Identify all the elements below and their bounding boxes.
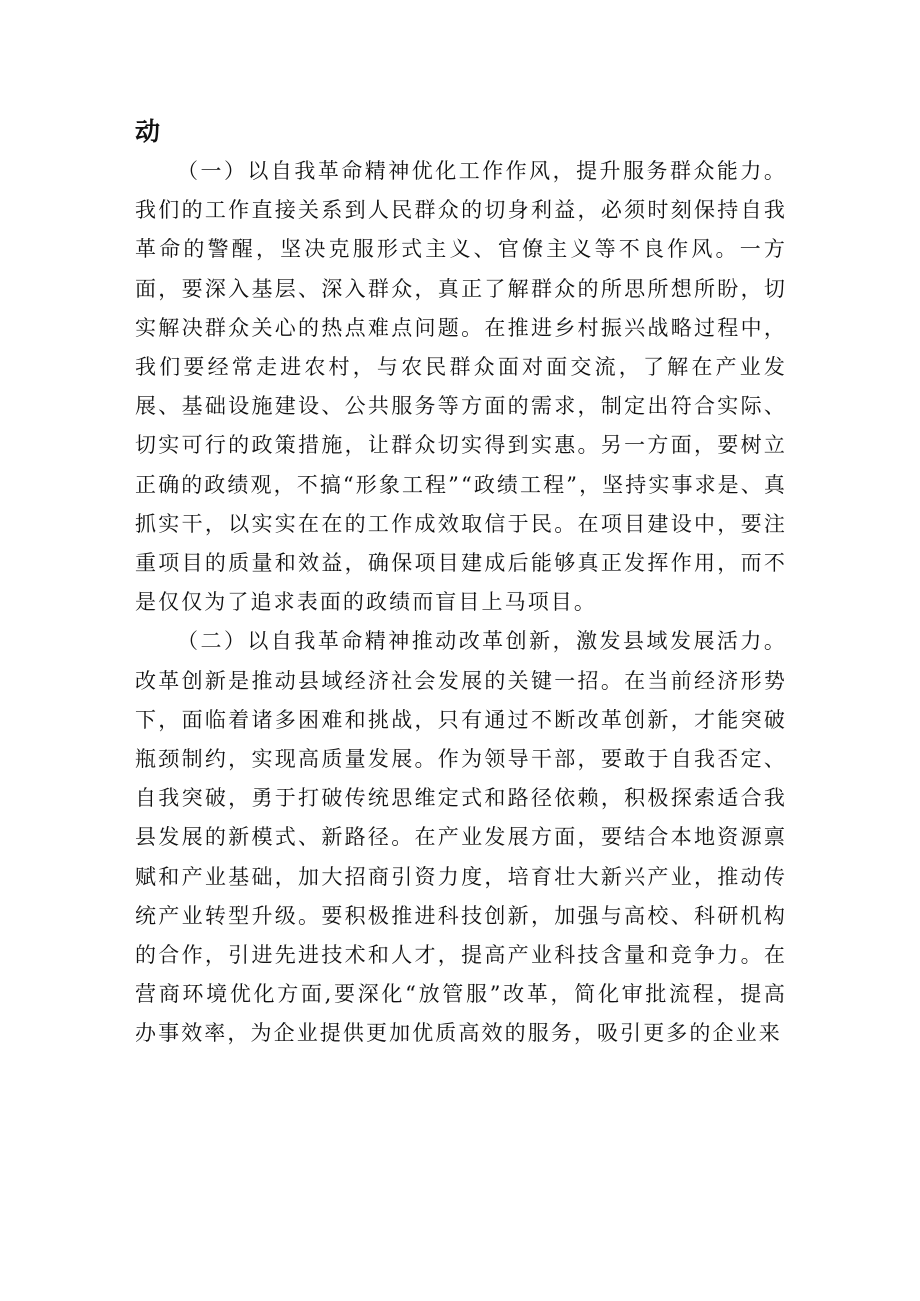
paragraph-1: （一）以自我革命精神优化工作作风，提升服务群众能力。我们的工作直接关系到人民群众的切身利益，必须时刻保持自我革命的警醒，坚决克服形式主义、官僚主义等不良作风。一方面，要深入基层、深入群众，真正了解群众的所思所想所盼，切实解决群众关心的热点难点问题。在推进乡村振兴战略过程中，我们要经常走进农村，与农民群众面对面交流，了解在产业发展、基础设施建设、公共服务等方面的需求，制定出符合实际、切实可行的政策措施，让群众切实得到实惠。另一方面，要树立正确的政绩观，不搞“形象工程”“政绩工程”，坚持实事求是、真抓实干，以实实在在的工作成效取信于民。在项目建设中，要注重项目的质量和效益，确保项目建成后能够真正发挥作用，而不是仅仅为了追求表面的政绩而盲目上马项目。 <box>135 159 787 615</box>
document-body <box>135 112 787 1054</box>
paragraph-2: （二）以自我革命精神推动改革创新，激发县域发展活力。改革创新是推动县域经济社会发展的关键一招。在当前经济形势下，面临着诸多困难和挑战，只有通过不断改革创新，才能突破瓶颈制约，实现高质量发展。作为领导干部，要敢于自我否定、自我突破，勇于打破传统思维定式和路径依赖，积极探索适合我县发展的新模式、新路径。在产业发展方面，要结合本地资源禀赋和产业基础，加大招商引资力度，培育壮大新兴产业，推动传统产业转型升级。要积极推进科技创新，加强与高校、科研机构的合作，引进先进技术和人才，提高产业科技含量和竞争力。在营商环境优化方面,要深化“放管服”改革，简化审批流程，提高办事效率，为企业提供更加优质高效的服务，吸引更多的企业来 <box>135 629 787 1046</box>
heading-fragment: 动 <box>135 117 161 146</box>
